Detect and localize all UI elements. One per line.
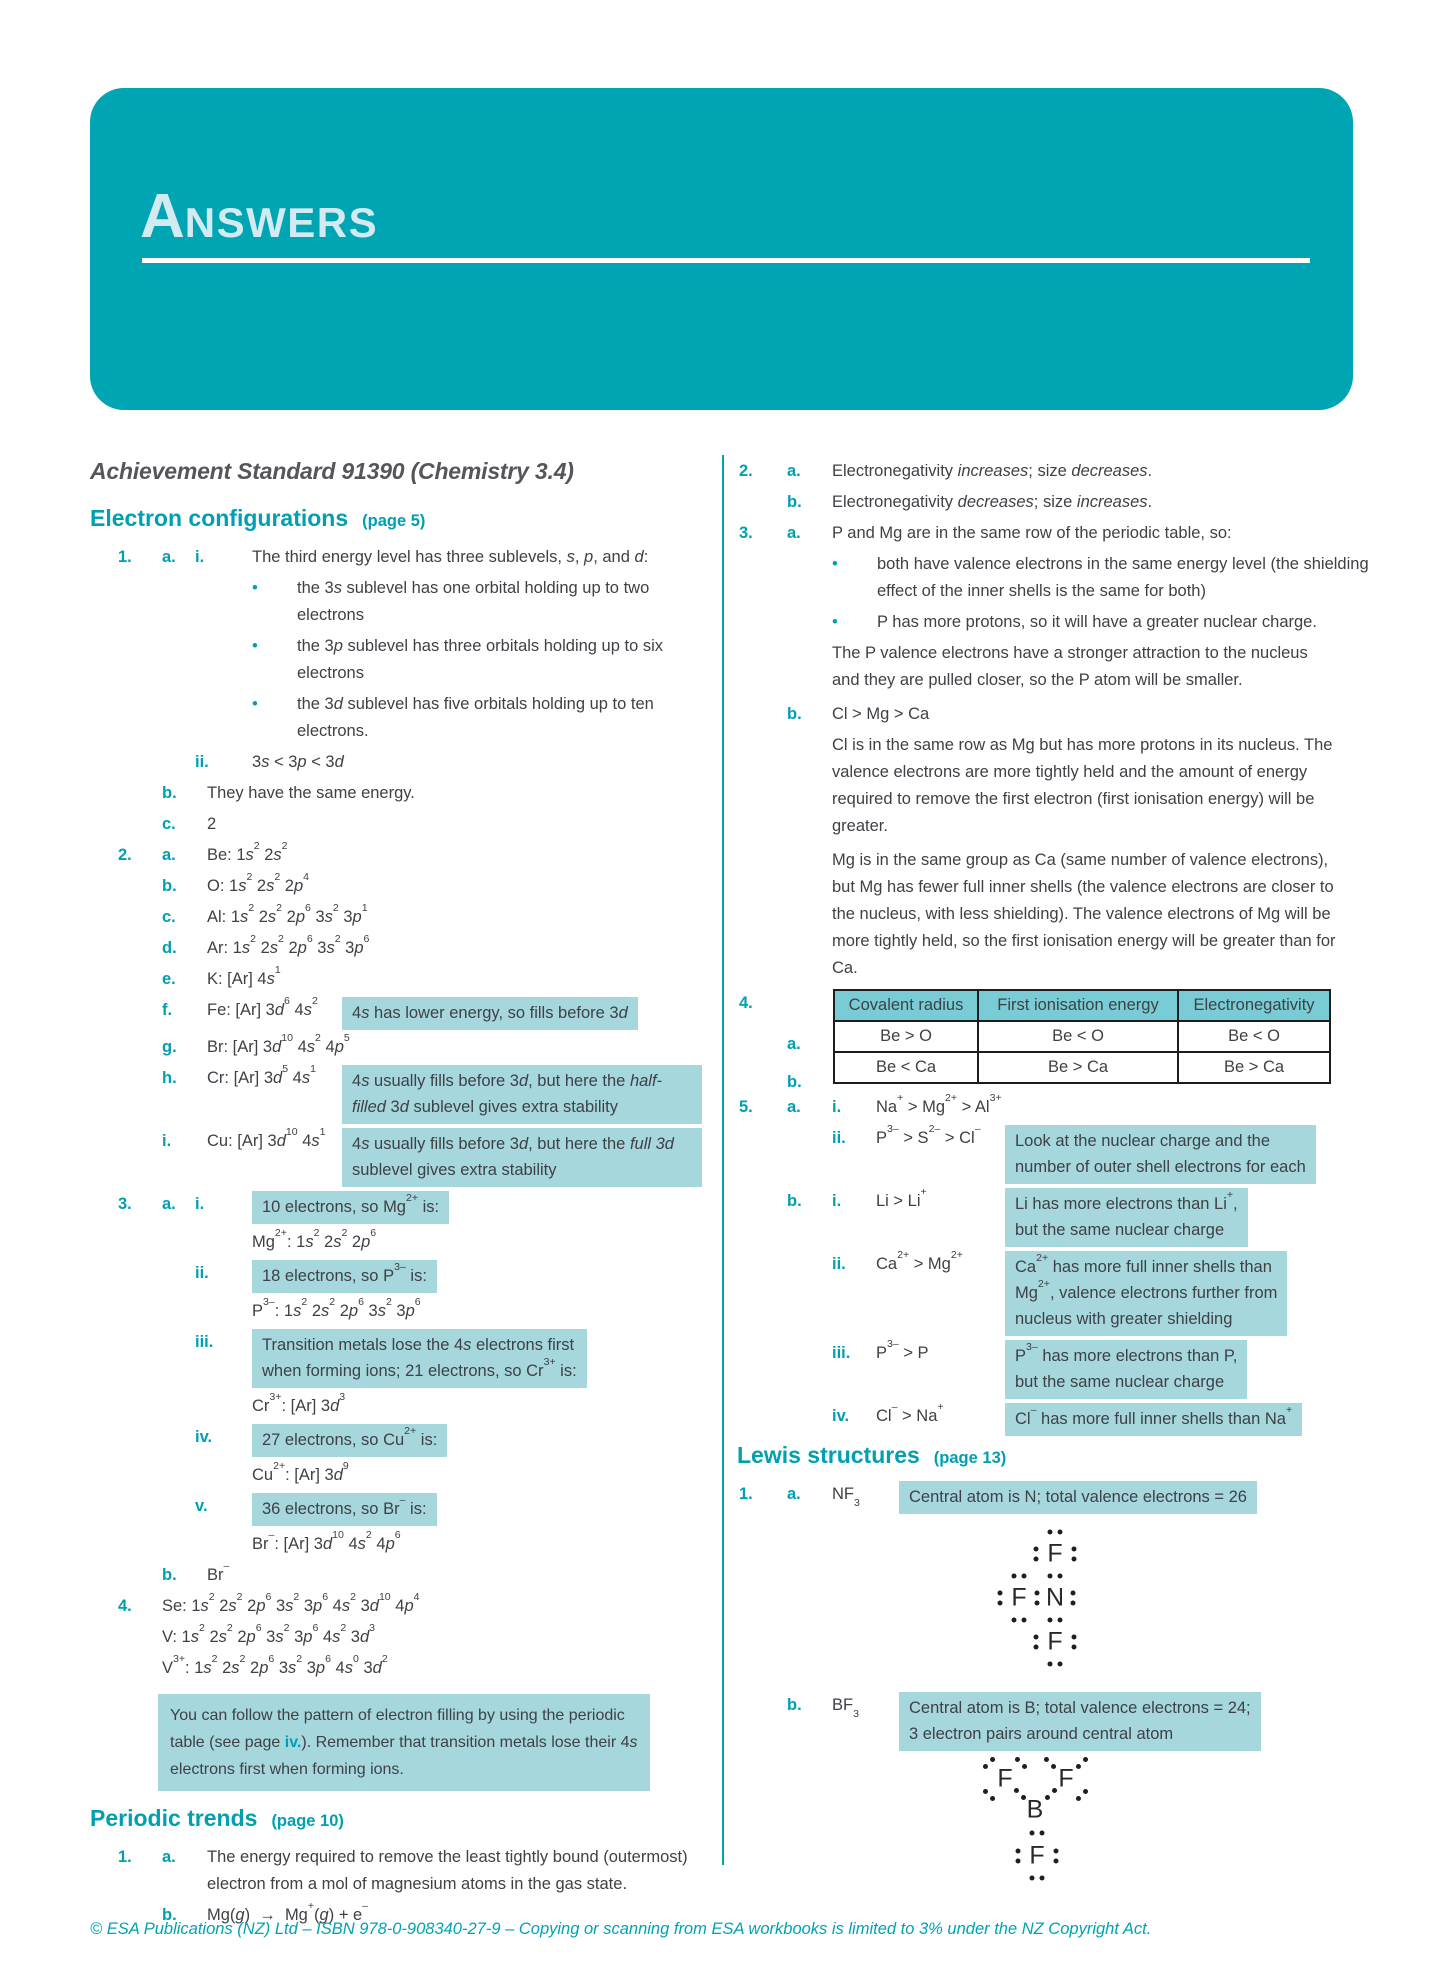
chemical-equation: Mg(g) → Mg+(g) + e– (207, 1899, 369, 1924)
answer-row (90, 839, 704, 869)
electron-pair-icon (1075, 1788, 1089, 1802)
electron-configuration: Br: [Ar] $3d^{10}$ $4s^2$ $4p^5$ (207, 1031, 350, 1056)
electron-configuration: $Mg^{2+}$: $1s^2$ $2s^2$ $2p^6$ (252, 1226, 377, 1251)
answer-row (737, 551, 1369, 605)
section-title: Periodic trends (90, 1805, 258, 1831)
row-content (832, 1692, 1369, 1751)
row-marker-roman: v. (195, 1497, 208, 1515)
electron-configuration: Al: $1s^2$ $2s^2$ $2p^6$ $3s^2$ $3p^1$ (207, 901, 368, 926)
marker-spacer (787, 1403, 832, 1436)
row-marker-letter: h. (162, 1069, 177, 1087)
electron-pair-icon (1048, 1574, 1063, 1579)
table-row (834, 1021, 1330, 1052)
table-header-row (834, 990, 1330, 1021)
answer-row (90, 749, 704, 776)
study-note-box: You can follow the pattern of electron filling by using the periodic table (see page iv.). Remember that transition metals lose their 4s electrons first when forming ions. (158, 1694, 650, 1791)
marker-spacer (739, 489, 787, 516)
marker-spacer (118, 1128, 162, 1187)
answer-row (90, 1652, 704, 1682)
row-marker-letter: a. (162, 548, 176, 566)
row-marker-letter: d. (162, 939, 177, 957)
bullet-item (252, 633, 704, 687)
row-marker-letter: b. (162, 1906, 177, 1924)
section-page-ref: (page 5) (362, 512, 426, 530)
marker-spacer (118, 1624, 162, 1651)
answer-row (737, 1481, 1369, 1514)
row-content (876, 1122, 1369, 1184)
answer-row (90, 633, 704, 687)
marker-spacer (118, 575, 162, 629)
marker-spacer (162, 691, 195, 745)
row-marker-number: 3. (739, 524, 753, 542)
electron-configuration: Fe: [Ar] $3d^6$ $4s^2$ (207, 994, 318, 1019)
row-content (207, 1125, 704, 1187)
marker-spacer (118, 811, 162, 838)
answer-row (737, 1248, 1369, 1336)
marker-spacer (118, 1260, 162, 1325)
hint-box: Cl– has more full inner shells than Na+ (1005, 1403, 1302, 1436)
row-text: Electronegativity decreases; size increases. (832, 493, 1153, 511)
row-marker-number: 4. (118, 1597, 132, 1615)
table-row-label: b. (787, 1073, 802, 1091)
electron-pair-icon (1030, 1876, 1045, 1881)
answer-row (737, 520, 1369, 547)
electron-pair-icon (1048, 1618, 1063, 1623)
table-cell: Be > Ca (978, 1052, 1178, 1083)
row-marker-letter: a. (162, 1848, 176, 1866)
page-title-initial: A (140, 182, 185, 251)
answer-row (737, 1692, 1369, 1751)
answer-row (90, 994, 704, 1030)
electron-pair-icon (1030, 1831, 1045, 1836)
bullet-item (252, 691, 704, 745)
column-right (737, 458, 1369, 1898)
row-content (252, 1493, 704, 1558)
marker-spacer (195, 575, 252, 629)
section-heading-periodic-trends (90, 1805, 704, 1832)
table-header-cell: Covalent radius (834, 990, 978, 1021)
marker-spacer (787, 551, 832, 605)
marker-spacer (118, 780, 162, 807)
electron-pair-icon (1048, 1530, 1063, 1535)
marker-spacer (118, 1034, 162, 1061)
marker-spacer (739, 609, 787, 636)
marker-spacer (787, 1125, 832, 1184)
hint-box: Central atom is B; total valence electrons = 24; 3 electron pairs around central atom (899, 1692, 1261, 1751)
electron-configuration: V: $1s^2$ $2s^2$ $2p^6$ $3s^2$ $3p^6$ $4s^2$ $3d^3$ (162, 1621, 376, 1646)
paragraph: Cl is in the same row as Mg but has more protons in its nucleus. The valence electrons are more tightly held and the amount of energy required to remove the first electron (first ionisation energy) will be greater. (832, 736, 1333, 835)
electron-configuration: $V^{3+}$: $1s^2$ $2s^2$ $2p^6$ $3s^2$ $3p^6$ $4s^0$ $3d^2$ (162, 1652, 388, 1677)
hint-box: Look at the nuclear charge and the number of outer shell electrons for each (1005, 1125, 1316, 1184)
marker-spacer (787, 609, 832, 636)
marker-spacer (118, 1065, 162, 1124)
row-marker-letter: a. (162, 1195, 176, 1213)
row-marker-roman: ii. (195, 1264, 209, 1282)
bullet-icon: • (252, 695, 258, 713)
section-title: Electron configurations (90, 505, 349, 531)
row-marker-roman: i. (832, 1098, 842, 1116)
answer-row (737, 489, 1369, 516)
row-marker-roman: iii. (195, 1333, 214, 1351)
table-cell: Be < Ca (834, 1052, 978, 1083)
marker-spacer (162, 1493, 195, 1558)
comparison-expression: $P^{3-} > S^{2-} > Cl^-$ (876, 1122, 981, 1147)
answer-row (90, 963, 704, 993)
answer-row (90, 1329, 704, 1420)
page-title-rest: NSWERS (184, 199, 379, 246)
answer-row (90, 901, 704, 931)
answer-row (90, 691, 704, 745)
bullet-text: the 3d sublevel has five orbitals holding up to ten electrons. (297, 695, 654, 740)
paragraph: The P valence electrons have a stronger attraction to the nucleus and they are pulled closer, so the P atom will be smaller. (832, 644, 1308, 689)
row-marker-letter: e. (162, 970, 176, 988)
electron-pair-icon (1044, 1787, 1058, 1801)
lewis-atom: F (1058, 1764, 1074, 1793)
section-title: Lewis structures (737, 1442, 920, 1468)
answer-row (737, 458, 1369, 485)
bullet-icon: • (252, 579, 258, 597)
marker-spacer (739, 1403, 787, 1436)
hint-box: 36 electrons, so Br– is: (252, 1493, 437, 1526)
electron-pair-icon (998, 1591, 1003, 1606)
electron-pair-icon (1048, 1662, 1063, 1667)
electron-pair-icon (1034, 1547, 1039, 1562)
electron-configuration: Be: $1s^2$ $2s^2$ (207, 839, 288, 864)
hint-box: 27 electrons, so $Cu^{2+}$ is: (252, 1424, 447, 1457)
row-marker-number: 5. (739, 1098, 753, 1116)
row-marker-letter: b. (787, 705, 802, 723)
section-page-ref: (page 10) (271, 1812, 344, 1830)
lewis-atom: F (1047, 1539, 1063, 1568)
answer-row (90, 1844, 704, 1898)
electron-pair-icon (1043, 1756, 1057, 1770)
bullet-text: both have valence electrons in the same energy level (the shielding effect of the inner shells is the same for both) (877, 555, 1369, 600)
row-marker-roman: iii. (832, 1344, 851, 1362)
answers-banner (90, 88, 1353, 410)
marker-spacer (118, 904, 162, 931)
answer-row (737, 1122, 1369, 1184)
answer-row (737, 1091, 1369, 1121)
row-content (252, 1260, 704, 1325)
bullet-text: P has more protons, so it will have a greater nuclear charge. (877, 613, 1317, 631)
row-marker-roman: ii. (832, 1129, 846, 1147)
comparison-expression: $P^{3-} > P$ (876, 1337, 929, 1362)
row-marker-letter: a. (162, 846, 176, 864)
row-text: $Na^+ > Mg^{2+} > Al^{3+}$ (876, 1091, 1002, 1116)
marker-spacer (195, 691, 252, 745)
hint-box: $P^{3-}$ has more electrons than P, but the same nuclear charge (1005, 1340, 1247, 1399)
electron-configuration: Br–: [Ar] $3d^{10}$ $4s^2$ $4p^6$ (252, 1528, 401, 1553)
answer-row (737, 1337, 1369, 1399)
answer-row (90, 575, 704, 629)
answer-row (737, 609, 1369, 636)
answer-row (90, 870, 704, 900)
answer-row (90, 1424, 704, 1489)
table-row-label: a. (787, 1035, 801, 1053)
answer-row (90, 932, 704, 962)
hint-box: Li has more electrons than Li+, but the same nuclear charge (1005, 1188, 1248, 1247)
marker-spacer (739, 1125, 787, 1184)
table-row (834, 1052, 1330, 1083)
bullet-text: the 3s sublevel has one orbital holding up to two electrons (297, 579, 650, 624)
row-marker-letter: c. (162, 908, 176, 926)
electron-pair-icon (982, 1756, 996, 1770)
answer-row (90, 1191, 704, 1256)
row-marker-letter: a. (787, 462, 801, 480)
hint-box: 4s usually fills before 3d, but here the full 3d sublevel gives extra stability (342, 1128, 702, 1187)
row-text: They have the same energy. (207, 784, 415, 802)
electron-configuration: $Cr^{3+}$: [Ar] $3d^3$ (252, 1390, 346, 1415)
marker-spacer (787, 1251, 832, 1336)
lewis-atom: F (1047, 1627, 1063, 1656)
marker-spacer (118, 1562, 162, 1589)
bullet-item (832, 551, 1369, 605)
comparison-expression: $Ca^{2+} > Mg^{2+}$ (876, 1248, 963, 1273)
study-note-row (158, 1694, 704, 1791)
row-marker-number: 1. (739, 1485, 753, 1503)
electron-configuration: K: [Ar] $4s^1$ (207, 963, 281, 988)
marker-spacer (739, 1692, 787, 1751)
marker-spacer (739, 701, 787, 728)
footer-copyright: © ESA Publications (NZ) Ltd – ISBN 978-0-908340-27-9 – Copying or scanning from ESA workbooks is limited to 3% under the NZ Copyright Act. (90, 1920, 1152, 1938)
row-content (252, 1329, 704, 1420)
hint-box: Central atom is N; total valence electrons = 26 (899, 1481, 1257, 1514)
lewis-atom: F (1029, 1841, 1045, 1870)
row-marker-number: 3. (118, 1195, 132, 1213)
row-marker-roman: i. (195, 1195, 205, 1213)
marker-spacer (739, 1188, 787, 1247)
lewis-structure-nf3 (967, 1520, 1127, 1680)
answer-row (737, 1400, 1369, 1436)
answer-row (90, 780, 704, 807)
electron-configuration: Cu: [Ar] $3d^{10}$ $4s^1$ (207, 1125, 326, 1150)
row-content (876, 1185, 1369, 1247)
lewis-atom: B (1026, 1795, 1044, 1824)
answer-row (90, 1559, 704, 1589)
row-text: The energy required to remove the least tightly bound (outermost) electron from a mol of magnesium atoms in the gas state. (207, 1848, 688, 1893)
row-marker-letter: b. (787, 1696, 802, 1714)
electron-configuration: O: $1s^2$ $2s^2$ $2p^4$ (207, 870, 310, 895)
answer-row (737, 1185, 1369, 1247)
standard-heading: Achievement Standard 91390 (Chemistry 3.4) (90, 458, 574, 484)
electron-pair-icon (1072, 1635, 1077, 1650)
table-cell: Be > Ca (1178, 1052, 1330, 1083)
electron-pair-icon (1016, 1849, 1021, 1864)
answers-table (833, 989, 1331, 1084)
hint-box: 4s usually fills before 3d, but here the half-filled 3d sublevel gives extra stability (342, 1065, 702, 1124)
row-content (876, 1337, 1369, 1399)
row-marker-letter: f. (162, 1001, 173, 1019)
marker-spacer (162, 1260, 195, 1325)
answer-row (90, 1590, 704, 1620)
bullet-icon: • (832, 613, 838, 631)
row-marker-letter: b. (787, 1192, 802, 1210)
electron-configuration: Se: $1s^2$ $2s^2$ $2p^6$ $3s^2$ $3p^6$ $4s^2$ $3d^{10}$ $4p^4$ (162, 1590, 420, 1615)
table-cell: Be > O (834, 1021, 978, 1052)
marker-spacer (739, 551, 787, 605)
marker-spacer (118, 1655, 162, 1682)
row-text: Cl > Mg > Ca (832, 705, 930, 723)
row-marker-letter: a. (787, 1098, 801, 1116)
row-marker-roman: ii. (195, 753, 209, 771)
answer-row (90, 1621, 704, 1651)
marker-spacer (162, 633, 195, 687)
marker-spacer (162, 749, 195, 776)
row-marker-roman: ii. (832, 1255, 846, 1273)
row-marker-number: 1. (118, 1848, 132, 1866)
row-marker-letter: b. (162, 877, 177, 895)
marker-spacer (162, 575, 195, 629)
row-marker-letter: b. (162, 1566, 177, 1584)
bullet-icon: • (832, 555, 838, 573)
row-marker-letter: b. (162, 784, 177, 802)
answer-row (737, 701, 1369, 728)
table-header-cell: First ionisation energy (978, 990, 1178, 1021)
answer-row (90, 1493, 704, 1558)
electron-pair-icon (1013, 1787, 1027, 1801)
hint-box: 4s has lower energy, so fills before 3d (342, 997, 638, 1030)
marker-spacer (118, 1329, 162, 1420)
electron-pair-icon (1054, 1849, 1059, 1864)
marker-spacer (787, 1340, 832, 1399)
column-left (90, 458, 704, 1933)
section-heading-lewis-structures (737, 1442, 1369, 1469)
table-cell: Be < O (978, 1021, 1178, 1052)
bullet-item (832, 609, 1369, 636)
row-marker-roman: i. (832, 1192, 842, 1210)
row-content (252, 1424, 704, 1489)
answer-row (90, 811, 704, 838)
page-title (140, 182, 379, 251)
row-marker-number: 2. (739, 462, 753, 480)
lewis-atom: N (1045, 1583, 1065, 1612)
electron-pair-icon (1035, 1591, 1040, 1606)
electron-pair-icon (982, 1788, 996, 1802)
electron-pair-icon (1034, 1635, 1039, 1650)
row-marker-letter: g. (162, 1038, 177, 1056)
marker-spacer (118, 633, 162, 687)
row-text: 3s < 3p < 3d (252, 753, 344, 771)
column-divider (722, 455, 724, 1865)
table-header-cell: Electronegativity (1178, 990, 1330, 1021)
bullet-item (252, 575, 704, 629)
molecular-formula: $BF_3$ (832, 1696, 859, 1721)
marker-spacer (118, 1424, 162, 1489)
electron-configuration: Ar: $1s^2$ $2s^2$ $2p^6$ $3s^2$ $3p^6$ (207, 932, 370, 957)
row-text: The third energy level has three sublevels, s, p, and d: (252, 548, 649, 566)
marker-spacer (118, 997, 162, 1030)
paragraph: Mg is in the same group as Ca (same number of valence electrons), but Mg has fewer full inner shells (the valence electrons are closer to the nucleus, with less shielding). The valence electrons of Mg will be more tightly held, so the first ionisation energy will be greater than for Ca. (832, 851, 1336, 977)
row-marker-letter: a. (787, 1485, 801, 1503)
lewis-atom: F (997, 1764, 1013, 1793)
row-content (207, 994, 704, 1030)
row-marker-letter: b. (787, 493, 802, 511)
section-heading-electron-configurations (90, 505, 704, 532)
electron-configuration: $Cu^{2+}$: [Ar] $3d^9$ (252, 1459, 349, 1484)
answer-row (90, 1260, 704, 1325)
answer-row (90, 544, 704, 571)
row-content (252, 1191, 704, 1256)
answer-row (90, 1062, 704, 1124)
row-marker-letter: i. (162, 1132, 172, 1150)
electron-pair-icon (1012, 1574, 1027, 1579)
hint-box: 18 electrons, so $P^{3-}$ is: (252, 1260, 437, 1293)
row-content (876, 1248, 1369, 1336)
bullet-text: the 3p sublevel has three orbitals holding up to six electrons (297, 637, 663, 682)
row-marker-number: 1. (118, 548, 132, 566)
electron-pair-icon (1012, 1618, 1027, 1623)
table-cell: Be < O (1178, 1021, 1330, 1052)
marker-spacer (739, 1251, 787, 1336)
row-marker-number: 4. (739, 994, 753, 1012)
marker-spacer (195, 633, 252, 687)
row-text: P and Mg are in the same row of the periodic table, so: (832, 524, 1232, 542)
row-content (832, 1481, 1369, 1514)
marker-spacer (162, 1329, 195, 1420)
marker-spacer (118, 966, 162, 993)
molecular-formula: $NF_3$ (832, 1485, 860, 1510)
hint-box: Transition metals lose the 4s electrons first when forming ions; 21 electrons, so $Cr^{3+}$ is: (252, 1329, 587, 1388)
marker-spacer (118, 873, 162, 900)
comparison-table-block (737, 989, 1369, 1091)
electron-pair-icon (1071, 1591, 1076, 1606)
row-marker-roman: iv. (832, 1407, 850, 1425)
row-text: Br– (207, 1559, 230, 1584)
hint-box: 10 electrons, so $Mg^{2+}$ is: (252, 1191, 449, 1224)
row-marker-roman: i. (195, 548, 205, 566)
row-text: Electronegativity increases; size decreases. (832, 462, 1153, 480)
lewis-atom: F (1011, 1583, 1027, 1612)
row-content (207, 1062, 704, 1124)
bullet-icon: • (252, 637, 258, 655)
marker-spacer (118, 1493, 162, 1558)
row-marker-letter: a. (787, 524, 801, 542)
hint-box: $Ca^{2+}$ has more full inner shells than $Mg^{2+}$, valence electrons further from nucleus with greater shielding (1005, 1251, 1287, 1336)
electron-pair-icon (1075, 1756, 1089, 1770)
marker-spacer (118, 691, 162, 745)
marker-spacer (118, 935, 162, 962)
com parison-expression: Cl– > Na+ (876, 1400, 944, 1425)
answer-row (90, 1031, 704, 1061)
row-marker-letter: c. (162, 815, 176, 833)
marker-spacer (162, 1424, 195, 1489)
banner-underline (142, 258, 1310, 263)
marker-spacer (739, 1340, 787, 1399)
lewis-structure-bf3 (960, 1757, 1160, 1890)
electron-configuration: $P^{3-}$: $1s^2$ $2s^2$ $2p^6$ $3s^2$ $3p^6$ (252, 1295, 421, 1320)
section-page-ref: (page 13) (933, 1449, 1007, 1467)
row-marker-roman: iv. (195, 1428, 213, 1446)
answer-row (90, 1125, 704, 1187)
comparison-expression: Li > Li+ (876, 1185, 927, 1210)
electron-pair-icon (1072, 1547, 1077, 1562)
electron-pair-icon (1014, 1756, 1028, 1770)
electron-configuration: Cr: [Ar] $3d^5$ $4s^1$ (207, 1062, 316, 1087)
marker-spacer (118, 749, 162, 776)
row-marker-number: 2. (118, 846, 132, 864)
row-content (876, 1400, 1369, 1436)
row-text: 2 (207, 815, 217, 833)
